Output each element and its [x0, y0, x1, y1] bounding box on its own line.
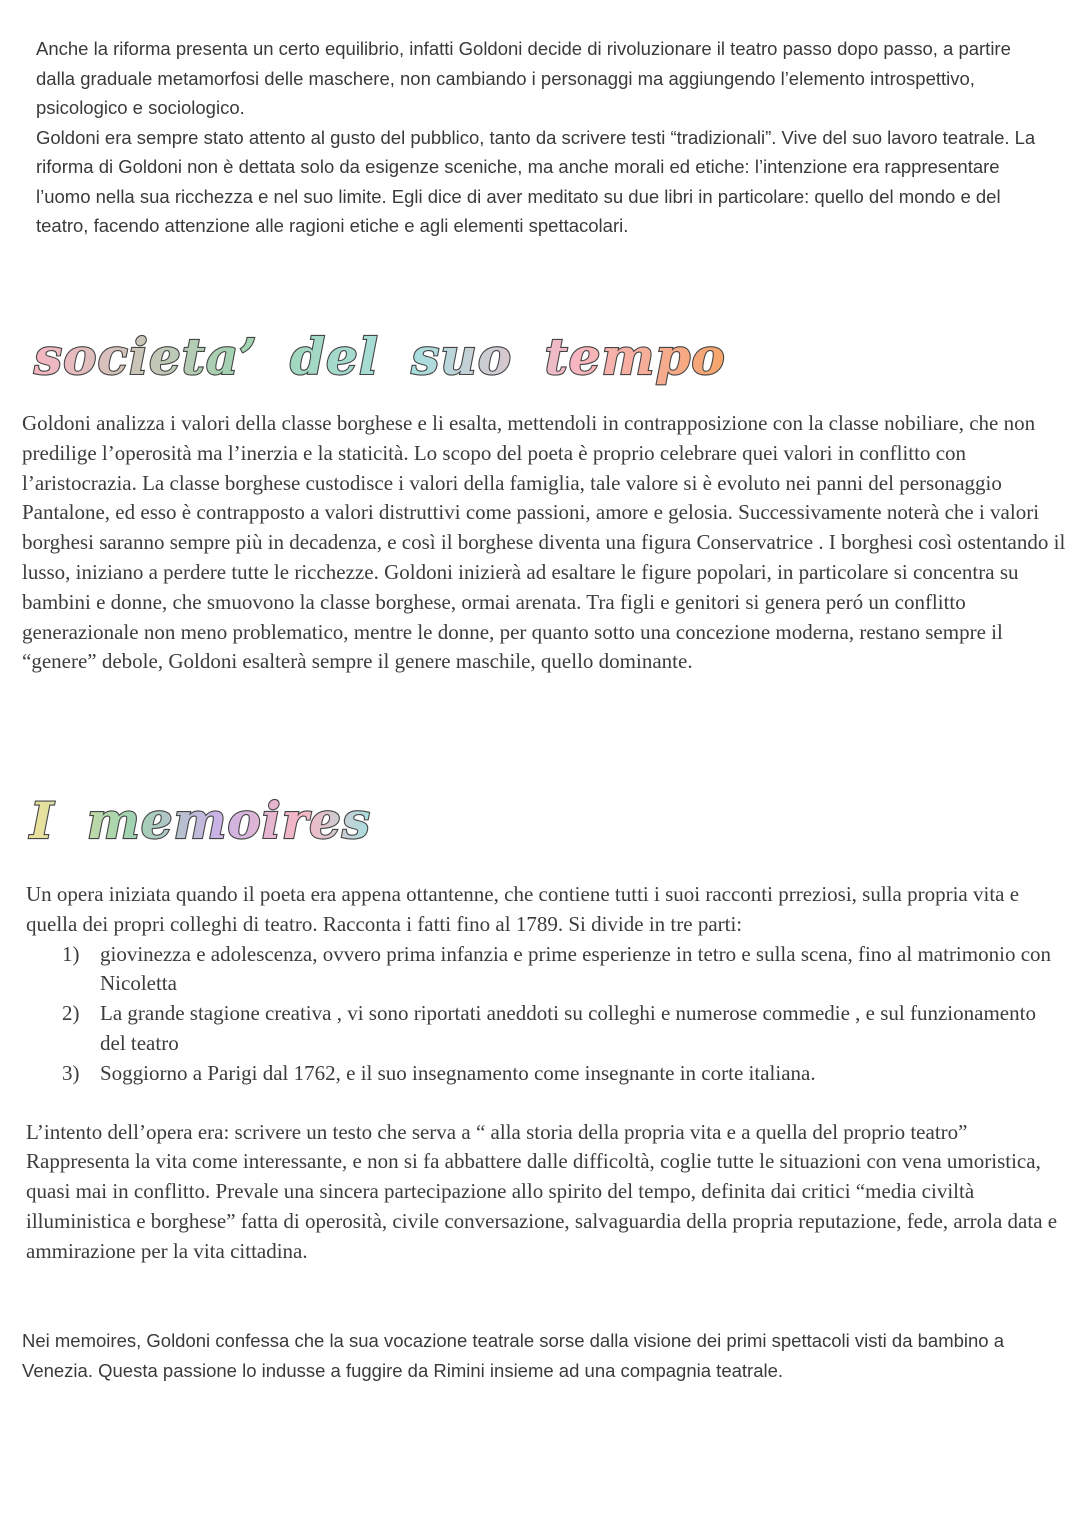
memoires-intent-text: L’intento dell’opera era: scrivere un testo che serva a “ alla storia della propria vita e a quella del proprio teatro” — [26, 1119, 968, 1144]
heading-societa-word-2: del — [290, 327, 379, 386]
list-item-number: 2) — [62, 1001, 80, 1026]
societa-body-text: Goldoni analizza i valori della classe borghese e li esalta, mettendoli in contrapposizione con la classe nobiliare, che non predilige l’operosità ma l’inerzia e la staticità. Lo scopo del poeta è proprio celebrare quei valori in conflitto con l’aristocrazia. La classe borghese custodisce i valori della famiglia, tale valore si è evoluto nei panni del personaggio Pantalone, ed esso è contrapposto a valori distruttivi come passioni, amore e gelosia. Successivamente noterà che i valori borghesi saranno sempre più in decadenza, e così il borghese diventa una figura Conservatrice . I borghesi così ostentando il lusso, iniziano a perdere tutte le ricchezze. Goldoni inizierà ad esaltare le figure popolari, in particolare si concentra su bambini e donne, che smuovono la classe borghese, ormai arenata. Tra figli e genitori si genera peró un conflitto generazionale non meno problematico, mentre le donne, per quanto sotto una concezione moderna, restano sempre il “genere” debole, Goldoni esalterà sempre il genere maschile, quello dominante. — [22, 411, 1066, 674]
intro-paragraph-2: Goldoni era sempre stato attento al gusto del pubblico, tanto da scrivere testi “tradizionali”. Vive del suo lavoro teatrale. La riforma di Goldoni non è dettata solo da esigenze sceniche, ma anche morali ed etiche: l’intenzione era rappresentare l’uomo nella sua ricchezza e nel suo limite. Egli dice di aver meditato su due libri in particolare: quello del mondo e del teatro, facendo attenzione alle ragioni etiche e agli elementi spettacolari. — [36, 126, 1036, 236]
intro-section — [36, 34, 1046, 241]
section-heading-memoires — [30, 790, 372, 854]
heading-societa-graphic — [34, 326, 726, 390]
heading-societa-word-3: suo — [411, 327, 513, 386]
list-item-number: 1) — [62, 941, 80, 966]
list-item-text: La grande stagione creativa , vi sono riportati aneddoti su colleghi e numerose commedie , e sul funzionamento del teatro — [100, 1001, 1036, 1055]
list-item-text: giovinezza e adolescenza, ovvero prima infanzia e prime esperienze in tetro e sulla scena, fino al matrimonio con Nicoletta — [100, 941, 1052, 996]
section-heading-societa — [34, 326, 726, 390]
heading-memoires-word-2: memoires — [86, 791, 372, 850]
list-item — [26, 940, 1066, 1000]
memoires-section — [26, 880, 1066, 1267]
list-item — [26, 1059, 1066, 1089]
closing-paragraph: Nei memoires, Goldoni confessa che la sua vocazione teatrale sorse dalla visione dei primi spettacoli visti da bambino a Venezia. Questa passione lo indusse a fuggire da Rimini insieme ad una compagnia teatrale. — [22, 1330, 1005, 1381]
memoires-parts-list — [26, 940, 1066, 1089]
memoires-intro-text: Un opera iniziata quando il poeta era appena ottantenne, che contiene tutti i suoi racconti prreziosi, sulla propria vita e quella dei propri colleghi di teatro. Racconta i fatti fino al 1789. Si divide in tre parti: — [26, 882, 1020, 936]
list-item-number: 3) — [62, 1060, 80, 1085]
memoires-description-text: Rappresenta la vita come interessante, e non si fa abbattere dalle difficoltà, coglie tutte le situazioni con vena umoristica, quasi mai in conflitto. Prevale una sincera partecipazione allo spirito del tempo, definita dai critici “media civiltà illuministica e borghese” fatta di operosità, civile conversazione, salvaguardia della propria reputazione, fede, arrola data e ammirazione per la vita cittadina. — [26, 1149, 1058, 1263]
list-item — [26, 999, 1066, 1059]
heading-societa-word-1: societa’ — [34, 327, 258, 386]
list-item-text: Soggiorno a Parigi dal 1762, e il suo insegnamento come insegnante in corte italiana. — [100, 1060, 816, 1085]
heading-memoires-word-1: I — [30, 791, 55, 850]
memoires-intent-block — [26, 1118, 1066, 1267]
intro-paragraph-1: Anche la riforma presenta un certo equilibrio, infatti Goldoni decide di rivoluzionare il teatro passo dopo passo, a partire dalla graduale metamorfosi delle maschere, non cambiando i personaggi ma aggiungendo l’elemento introspettivo, psicologico e sociologico. — [36, 38, 1011, 118]
heading-societa-word-4: tempo — [544, 327, 726, 386]
heading-memoires-graphic — [30, 790, 372, 854]
svg-text:I memoires — [28, 791, 371, 850]
svg-text:societa’ del suo — [33, 327, 726, 386]
